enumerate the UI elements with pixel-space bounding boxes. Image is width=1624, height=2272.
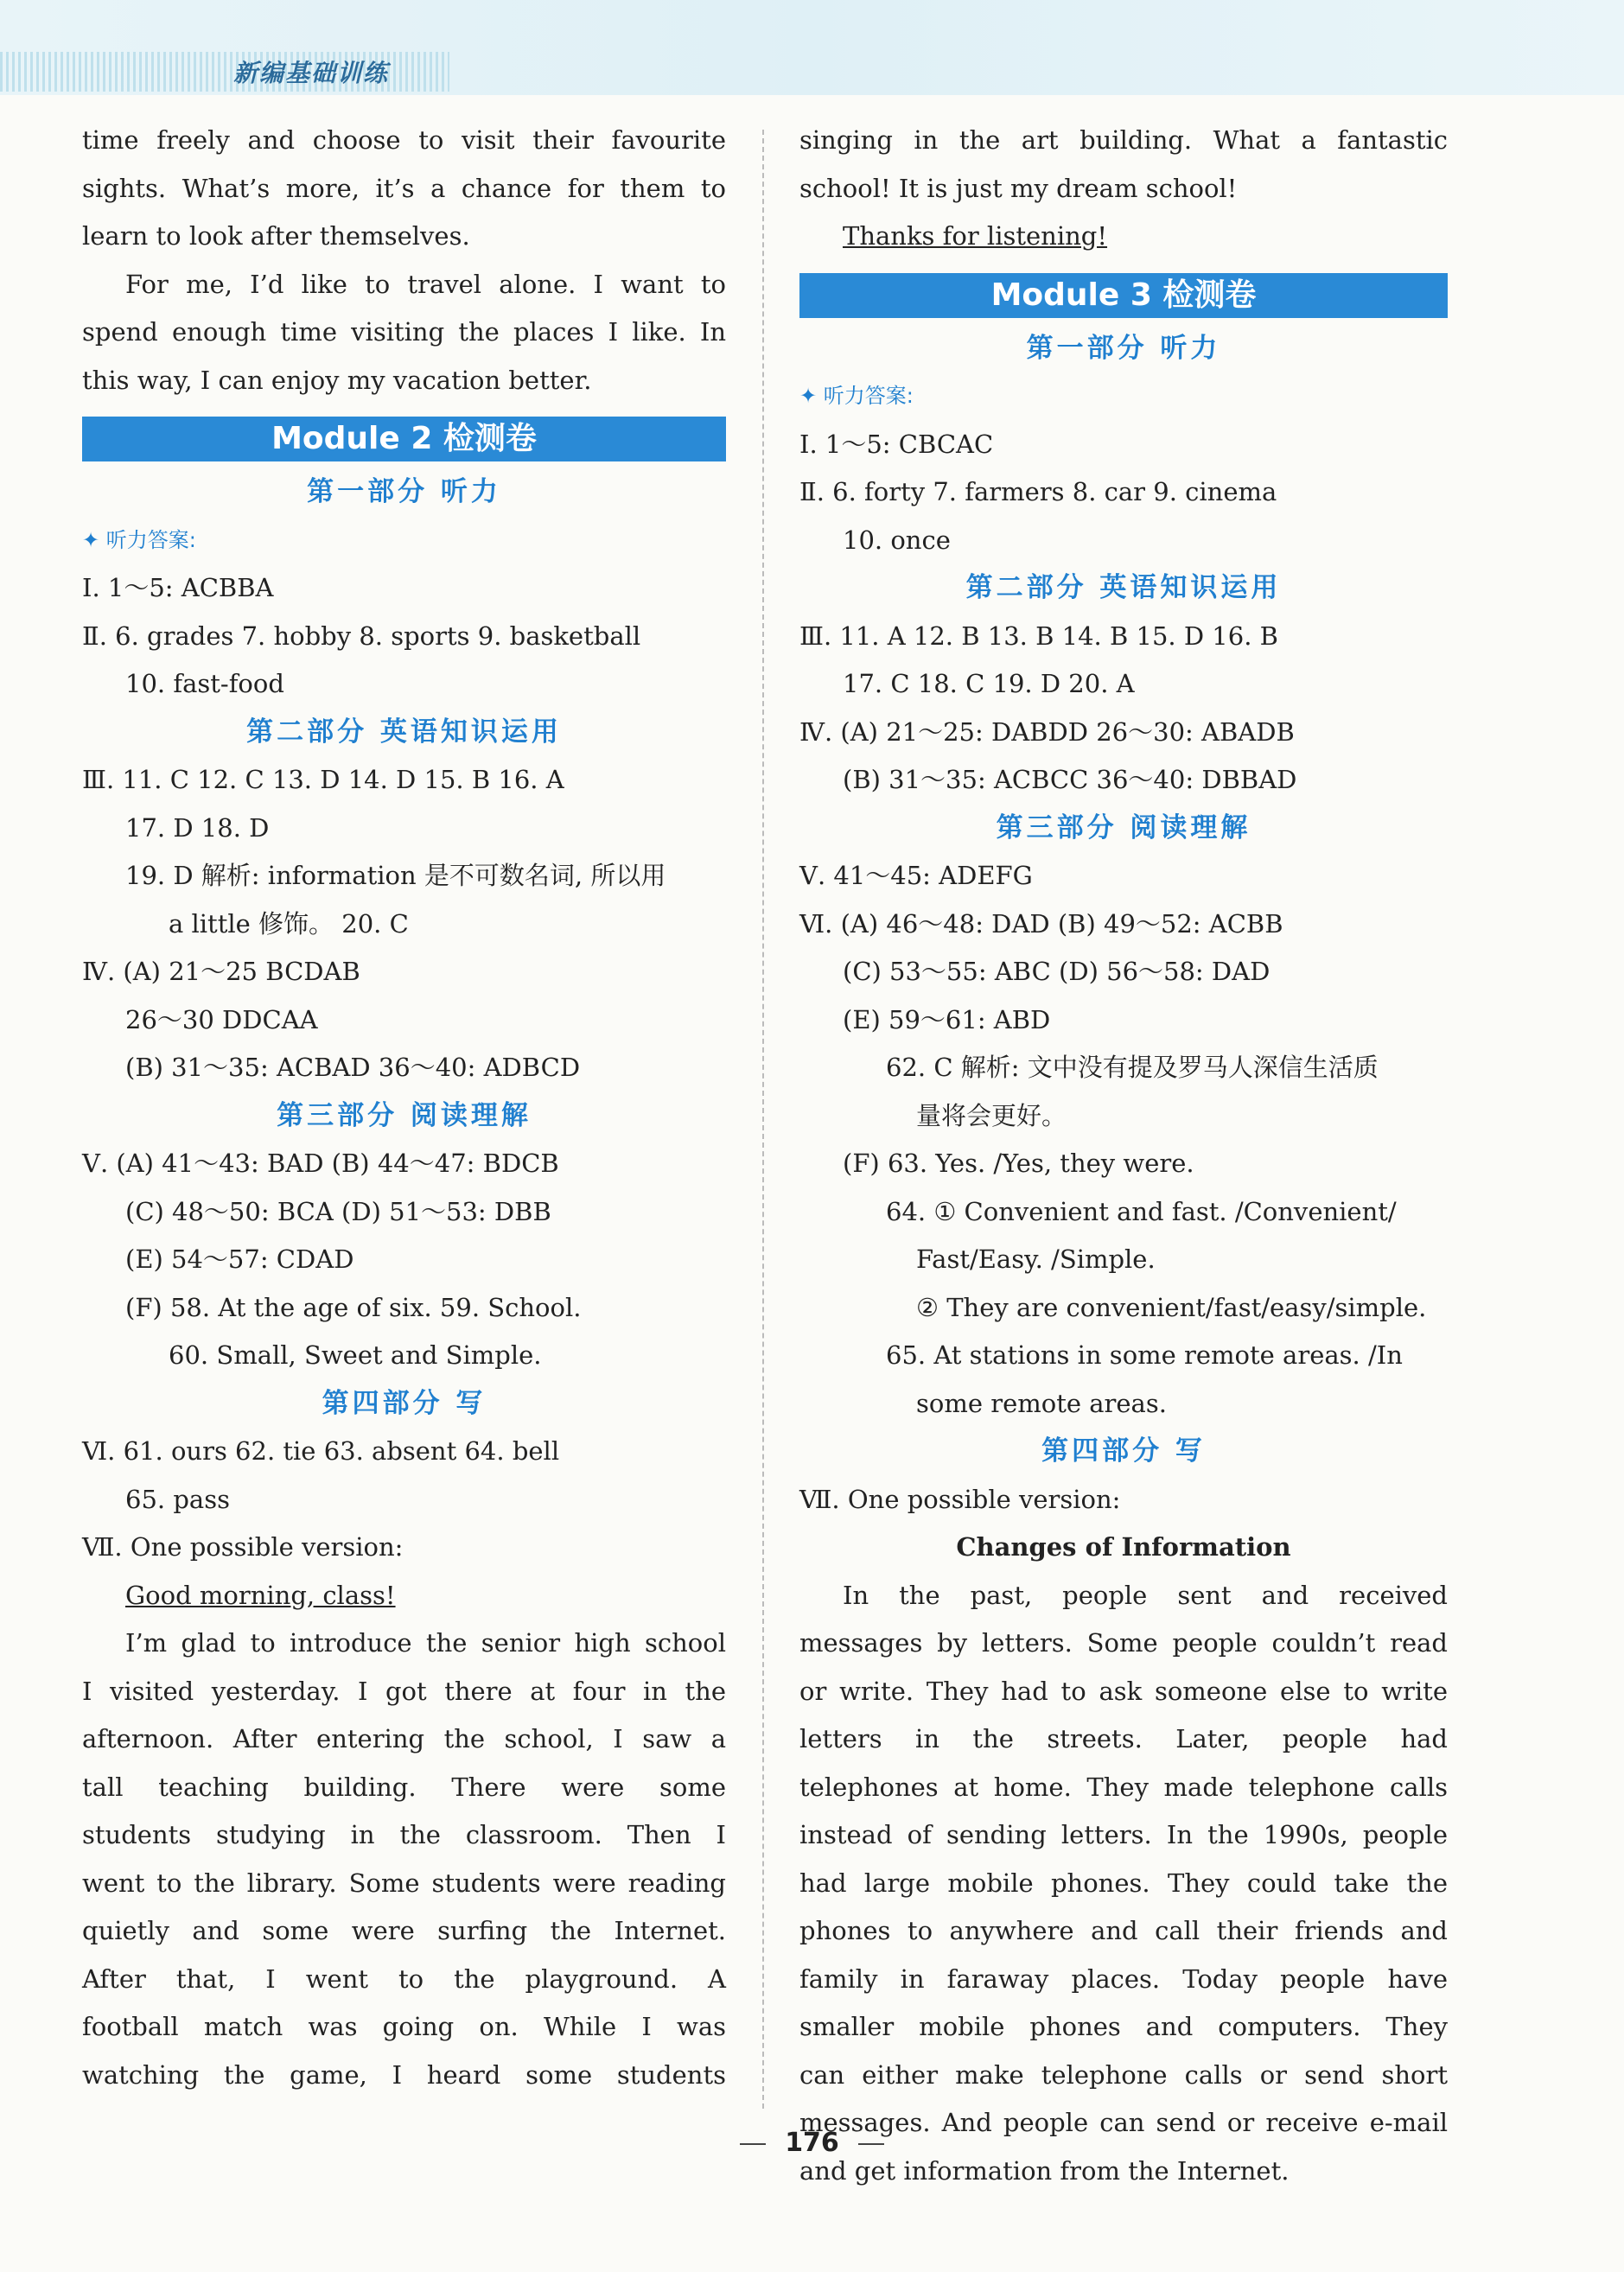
answer-line: 17. D 18. D <box>125 812 270 843</box>
answer-line: 65. At stations in some remote areas. /In <box>886 1340 1403 1370</box>
answer-line: Ⅲ. 11. C 12. C 13. D 14. D 15. B 16. A <box>82 765 564 794</box>
answer-line: Ⅳ. (A) 21～25 BCDAB <box>82 957 360 986</box>
answer-line: Ⅴ. (A) 41～43: BAD (B) 44～47: BDCB <box>82 1149 559 1178</box>
essay-line: After that, I went to the playground. A <box>82 1963 726 1994</box>
text-line: sights. What’s more, it’s a chance for them to <box>82 173 726 203</box>
essay-line: instead of sending letters. In the 1990s, people <box>799 1820 1448 1849</box>
page-number <box>0 2128 1624 2158</box>
essay-line: afternoon. After entering the school, I saw a <box>82 1724 726 1753</box>
answer-line: Ⅰ. 1～5: CBCAC <box>799 429 994 459</box>
right-column <box>799 117 1448 2195</box>
essay-line: In the past, people sent and received <box>843 1580 1448 1610</box>
answer-line: 19. D 解析: information 是不可数名词, 所以用 <box>125 861 666 890</box>
section-heading: 第二部分 英语知识运用 <box>246 716 562 748</box>
answer-line: 17. C 18. C 19. D 20. A <box>843 669 1135 698</box>
essay-line: went to the library. Some students were reading <box>82 1868 726 1898</box>
essay-greeting: Good morning, class! <box>125 1580 396 1610</box>
answer-line: 62. C 解析: 文中没有提及罗马人深信生活质 <box>886 1053 1379 1082</box>
essay-line: I’m glad to introduce the senior high school <box>125 1628 726 1658</box>
text-line: singing in the art building. What a fantastic <box>799 125 1448 155</box>
text-line: this way, I can enjoy my vacation better. <box>82 365 592 395</box>
page-number-dash-right <box>858 2143 884 2145</box>
answer-line: 64. ① Convenient and fast. /Convenient/ <box>886 1196 1397 1226</box>
essay-line: tall teaching building. There were some <box>82 1772 726 1802</box>
answer-line: Ⅶ. One possible version: <box>799 1484 1121 1514</box>
column-divider <box>762 130 764 2109</box>
brand-title: 新编基础训练 <box>233 59 390 87</box>
section-heading: 第四部分 写 <box>322 1387 487 1419</box>
essay-closing: Thanks for listening! <box>843 221 1108 251</box>
answer-line: Ⅲ. 11. A 12. B 13. B 14. B 15. D 16. B <box>799 621 1278 651</box>
answer-line: 10. once <box>843 525 951 555</box>
answer-line: (F) 63. Yes. /Yes, they were. <box>843 1149 1194 1178</box>
answer-line: (B) 31～35: ACBCC 36～40: DBBAD <box>843 765 1297 794</box>
answer-line: some remote areas. <box>916 1388 1167 1418</box>
module-title-bar: Module 2 检测卷 <box>82 417 726 461</box>
text-line: school! It is just my dream school! <box>799 173 1238 203</box>
answer-line: Ⅱ. 6. grades 7. hobby 8. sports 9. basketball <box>82 621 641 651</box>
essay-line: students studying in the classroom. Then I <box>82 1820 726 1849</box>
answer-line: 26～30 DDCAA <box>125 1004 318 1034</box>
answer-line: Ⅶ. One possible version: <box>82 1532 404 1562</box>
answer-line: 量将会更好。 <box>916 1100 1067 1130</box>
section-heading: 第三部分 阅读理解 <box>996 811 1251 843</box>
answer-line: (C) 48～50: BCA (D) 51～53: DBB <box>125 1196 551 1226</box>
essay-line: letters in the streets. Later, people had <box>799 1724 1448 1753</box>
section-heading: 第四部分 写 <box>1041 1435 1206 1467</box>
essay-line: watching the game, I heard some students <box>82 2059 726 2090</box>
brand-banner <box>0 52 449 92</box>
page-number-dash-left <box>740 2143 766 2145</box>
answer-line: (F) 58. At the age of six. 59. School. <box>125 1292 582 1322</box>
essay-line: family in faraway places. Today people have <box>799 1963 1448 1994</box>
section-heading: 第三部分 阅读理解 <box>277 1099 532 1131</box>
answer-line: 65. pass <box>125 1484 230 1514</box>
page-number-text: 176 <box>785 2128 839 2158</box>
essay-line: phones to anywhere and call their friends and <box>799 1916 1448 1945</box>
essay-line: or write. They had to ask someone else to write <box>799 1676 1448 1706</box>
answer-line: Fast/Easy. /Simple. <box>916 1244 1156 1274</box>
answer-line: Ⅴ. 41～45: ADEFG <box>799 861 1033 890</box>
answer-line: (E) 59～61: ABD <box>843 1004 1051 1034</box>
essay-line: had large mobile phones. They could take the <box>799 1868 1448 1898</box>
text-line: For me, I’d like to travel alone. I want to <box>125 269 726 299</box>
text-line: spend enough time visiting the places I like. In <box>82 317 726 347</box>
essay-line: I visited yesterday. I got there at four in the <box>82 1676 726 1706</box>
answer-line: Ⅰ. 1～5: ACBBA <box>82 573 274 602</box>
answer-line: ② They are convenient/fast/easy/simple. <box>916 1292 1427 1322</box>
essay-line: football match was going on. While I was <box>82 2012 726 2041</box>
answer-line: Ⅵ. 61. ours 62. tie 63. absent 64. bell <box>82 1436 560 1466</box>
essay-line: and get information from the Internet. <box>799 2155 1290 2186</box>
section-heading: 第二部分 英语知识运用 <box>965 572 1282 603</box>
essay-line: can either make telephone calls or send short <box>799 2059 1448 2090</box>
left-column <box>82 117 726 2099</box>
text-line: time freely and choose to visit their favourite <box>82 125 726 155</box>
answer-line: Ⅵ. (A) 46～48: DAD (B) 49～52: ACBB <box>799 908 1283 939</box>
answer-line: (B) 31～35: ACBAD 36～40: ADBCD <box>125 1053 581 1082</box>
essay-title: Changes of Information <box>956 1532 1291 1562</box>
section-heading: 第一部分 听力 <box>307 476 501 507</box>
answer-line: (C) 53～55: ABC (D) 56～58: DAD <box>843 957 1271 986</box>
essay-line: quietly and some were surfing the Internet. <box>82 1916 726 1945</box>
essay-line: telephones at home. They made telephone calls <box>799 1772 1448 1802</box>
answer-line: a little 修饰。 20. C <box>169 908 409 939</box>
essay-line: messages by letters. Some people couldn’t read <box>799 1628 1448 1658</box>
text-line: learn to look after themselves. <box>82 221 470 251</box>
section-heading: 第一部分 听力 <box>1026 332 1221 364</box>
module-title-bar: Module 3 检测卷 <box>799 273 1448 318</box>
answer-label: ✦ 听力答案: <box>82 527 196 552</box>
essay-line: messages. And people can send or receive e-mail <box>799 2108 1448 2137</box>
answer-line: 60. Small, Sweet and Simple. <box>169 1340 542 1370</box>
answer-line: (E) 54～57: CDAD <box>125 1244 354 1274</box>
answer-line: Ⅳ. (A) 21～25: DABDD 26～30: ABADB <box>799 716 1295 747</box>
answer-line: 10. fast-food <box>125 669 284 698</box>
answer-line: Ⅱ. 6. forty 7. farmers 8. car 9. cinema <box>799 477 1277 506</box>
essay-line: smaller mobile phones and computers. They <box>799 2012 1448 2041</box>
answer-label: ✦ 听力答案: <box>799 384 914 408</box>
